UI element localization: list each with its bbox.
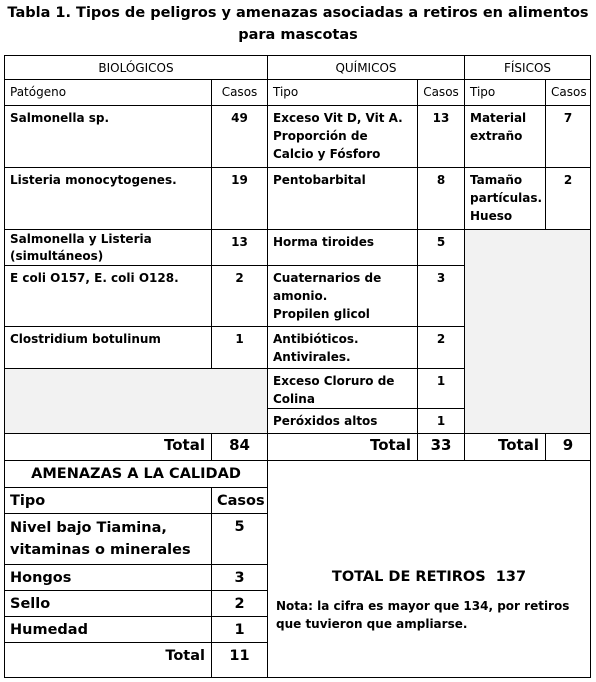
qui-row-name: Pentobarbital — [267, 167, 418, 230]
amenazas-total-value: 11 — [211, 642, 268, 678]
amenazas-col-tipo: Tipo — [4, 487, 212, 514]
bio-col-tipo: Patógeno — [4, 79, 212, 106]
qui-row-name: Exceso Cloruro de Colina — [267, 368, 418, 409]
amenazas-row-cases: 5 — [211, 513, 268, 565]
qui-total-label: Total — [267, 433, 418, 461]
qui-row-name: Exceso Vit D, Vit A. Proporción de Calcio y Fósforo — [267, 105, 418, 168]
qui-row-cases: 1 — [417, 368, 465, 409]
qui-row-name: Peróxidos altos — [267, 408, 418, 434]
qui-row-cases: 8 — [417, 167, 465, 230]
summary-box — [267, 460, 591, 678]
bio-row-name: Salmonella y Listeria (simultáneos) — [4, 229, 212, 266]
amenazas-col-casos: Casos — [211, 487, 268, 514]
bio-row-name: Listeria monocytogenes. — [4, 167, 212, 230]
fis-row-cases: 2 — [545, 167, 591, 230]
summary-note: Nota: la cifra es mayor que 134, por retiros que tuvieron que ampliarse. — [276, 599, 570, 631]
bio-row-name: Clostridium botulinum — [4, 326, 212, 369]
amenazas-row-name: Nivel bajo Tiamina, vitaminas o minerales — [4, 513, 212, 565]
amenazas-total-label: Total — [4, 642, 212, 678]
fis-empty-cell — [464, 229, 591, 434]
fisicos-header: FÍSICOS — [464, 55, 591, 80]
bio-row-cases: 13 — [211, 229, 268, 266]
fis-row-cases: 7 — [545, 105, 591, 168]
fis-col-tipo: Tipo — [464, 79, 546, 106]
bio-row-name: E coli O157, E. coli O128. — [4, 265, 212, 327]
bio-col-casos: Casos — [211, 79, 268, 106]
bio-total-value: 84 — [211, 433, 268, 461]
bio-total-label: Total — [4, 433, 212, 461]
bio-empty-cell — [4, 368, 268, 434]
amenazas-row-cases: 1 — [211, 616, 268, 643]
fis-row-name: Material extraño — [464, 105, 546, 168]
qui-row-cases: 5 — [417, 229, 465, 266]
qui-row-cases: 3 — [417, 265, 465, 327]
bio-row-cases: 19 — [211, 167, 268, 230]
amenazas-row-name: Humedad — [4, 616, 212, 643]
amenazas-row-cases: 3 — [211, 564, 268, 591]
bio-row-cases: 1 — [211, 326, 268, 369]
qui-row-cases: 2 — [417, 326, 465, 369]
qui-col-tipo: Tipo — [267, 79, 418, 106]
bio-row-cases: 49 — [211, 105, 268, 168]
qui-row-name-line: Propilen glicol — [273, 307, 370, 321]
qui-row-cases: 13 — [417, 105, 465, 168]
qui-row-name: Antibióticos. Antivirales. — [267, 326, 418, 369]
qui-row-name: Horma tiroides — [267, 229, 418, 266]
qui-row-name — [267, 265, 418, 327]
total-retiros: TOTAL DE RETIROS 137 — [331, 569, 527, 585]
quimicos-header: QUÍMICOS — [267, 55, 465, 80]
fis-row-name: Tamaño partículas. Hueso — [464, 167, 546, 230]
fis-total-value: 9 — [545, 433, 591, 461]
bio-row-cases: 2 — [211, 265, 268, 327]
fis-col-casos: Casos — [545, 79, 591, 106]
amenazas-row-name: Hongos — [4, 564, 212, 591]
qui-total-value: 33 — [417, 433, 465, 461]
amenazas-row-name: Sello — [4, 590, 212, 617]
biologicos-header: BIOLÓGICOS — [4, 55, 268, 80]
amenazas-row-cases: 2 — [211, 590, 268, 617]
qui-row-name-line: Cuaternarios de amonio. — [273, 271, 382, 303]
amenazas-header: AMENAZAS A LA CALIDAD — [4, 460, 268, 488]
table-title: Tabla 1. Tipos de peligros y amenazas asociadas a retiros en alimentos para mascotas — [7, 5, 589, 43]
qui-row-cases: 1 — [417, 408, 465, 434]
fis-total-label: Total — [464, 433, 546, 461]
qui-col-casos: Casos — [417, 79, 465, 106]
bio-row-name: Salmonella sp. — [4, 105, 212, 168]
